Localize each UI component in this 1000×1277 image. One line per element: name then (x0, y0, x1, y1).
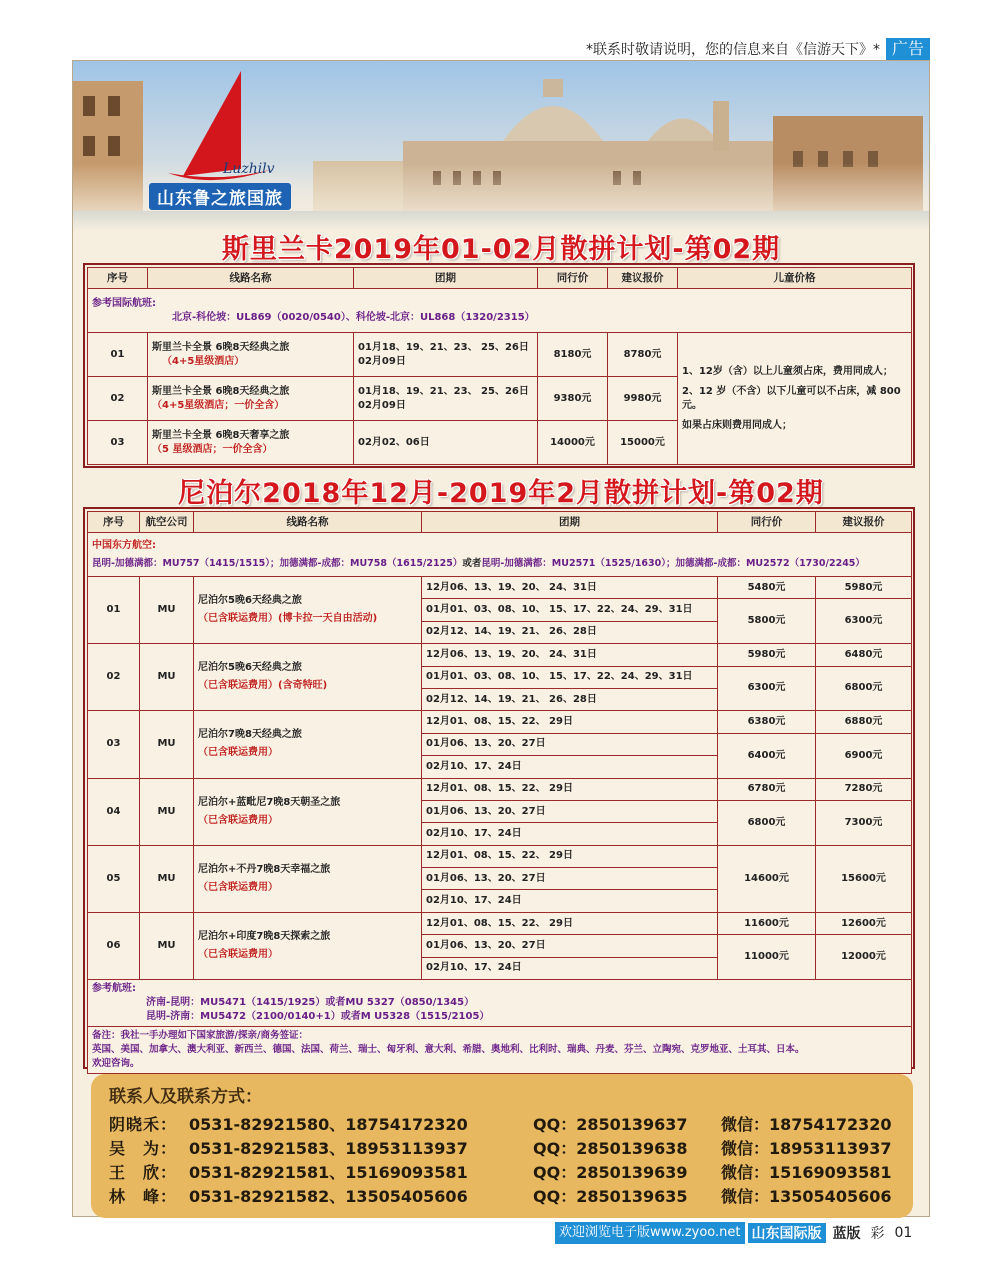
row-number: 04 (88, 778, 140, 845)
qq-label: QQ： (533, 1186, 577, 1206)
ref-flight-row (88, 980, 912, 1027)
page-number: 01 (894, 1225, 913, 1241)
source-note: *联系时敬请说明，您的信息来自《信游天下》* (585, 42, 880, 58)
dates: 12月01、08、15、22、 29日 (422, 845, 718, 867)
row-number: 03 (88, 711, 140, 778)
suggest-price: 7280元 (816, 778, 912, 800)
table-row (88, 711, 912, 733)
qq-number: 2850139639 (576, 1162, 688, 1182)
peer-price: 9380元 (538, 377, 608, 421)
contact-qq (533, 1160, 721, 1183)
logo-text: 山东鲁之旅国旅 (149, 183, 291, 210)
wechat-id: 18754172320 (769, 1114, 892, 1134)
route-note: （已含联运费用） (198, 747, 278, 759)
remark-row (88, 1027, 912, 1074)
peer-price: 11600元 (718, 912, 816, 934)
contact-phone: 0531-82921580、18754172320 (189, 1114, 468, 1134)
dates: 02月12、14、19、21、 26、28日 (422, 621, 718, 643)
dates: 01月01、03、08、10、 15、17、22、24、29、31日 (422, 666, 718, 688)
edition-label: 山东国际版 (747, 1222, 827, 1244)
contact-title: 联系人及联系方式： (109, 1087, 262, 1107)
dates: 01月06、13、20、27日 (422, 733, 718, 755)
table-row (88, 577, 912, 599)
srilanka-table (87, 267, 912, 465)
dates: 02月09日 (358, 399, 406, 411)
row-number: 01 (88, 333, 148, 377)
col-header: 同行价 (538, 268, 608, 289)
table-row (88, 912, 912, 934)
airline-code: MU (140, 912, 194, 979)
blue-edition: 蓝版 (832, 1226, 861, 1242)
peer-price: 11000元 (718, 935, 816, 980)
airline-label: 中国东方航空: (92, 539, 156, 551)
table-header-row (88, 512, 912, 533)
suggest-price: 7300元 (816, 800, 912, 845)
flight-info-row (88, 289, 912, 333)
website-link[interactable]: 欢迎浏览电子版www.zyoo.net (555, 1222, 745, 1244)
row-number: 01 (88, 577, 140, 644)
remark-text: 英国、美国、加拿大、澳大利亚、新西兰、德国、法国、荷兰、瑞士、匈牙利、意大利、希腊、奥地利、比利时、瑞典、丹麦、芬兰、立陶宛、克罗地亚、土耳其、日本。 (92, 1044, 805, 1056)
route-name: 尼泊尔+不丹7晚8天幸福之旅 (198, 863, 331, 875)
airline-code: MU (140, 577, 194, 644)
col-header: 序号 (88, 268, 148, 289)
route-name: 斯里兰卡全景 6晚8天经典之旅 (152, 341, 290, 353)
wechat-id: 13505405606 (769, 1186, 892, 1206)
col-header: 线路名称 (148, 268, 354, 289)
table-row (88, 333, 912, 377)
wechat-id: 15169093581 (769, 1162, 892, 1182)
contact-box (91, 1074, 913, 1218)
qq-label: QQ： (533, 1162, 577, 1182)
contact-row (109, 1159, 895, 1183)
route-note: （已含联运费用） (198, 814, 278, 826)
peer-price: 14600元 (718, 845, 816, 912)
table-row (88, 778, 912, 800)
banner-image (73, 61, 929, 231)
row-number: 02 (88, 377, 148, 421)
dates: 01月18、19、21、23、 25、26日 (358, 341, 529, 353)
peer-price: 6380元 (718, 711, 816, 733)
peer-price: 6780元 (718, 778, 816, 800)
airline-text (92, 557, 907, 571)
contact-row (109, 1135, 895, 1159)
dates: 02月12、14、19、21、 26、28日 (422, 688, 718, 710)
nepal-table (87, 511, 912, 1074)
col-header: 儿童价格 (678, 268, 912, 289)
route-note: （4+5星级酒店；一价全含） (152, 399, 285, 411)
col-header: 序号 (88, 512, 140, 533)
child-rule: 如果占床则费用同成人； (682, 419, 792, 431)
dates: 01月06、13、20、27日 (422, 800, 718, 822)
row-number: 05 (88, 845, 140, 912)
airline-code: MU (140, 845, 194, 912)
suggest-price: 12600元 (816, 912, 912, 934)
nepal-title: 尼泊尔2018年12月-2019年2月散拼计划-第02期 (178, 478, 824, 509)
table-row (88, 845, 912, 867)
route-name: 尼泊尔+蓝毗尼7晚8天朝圣之旅 (198, 796, 341, 808)
dates: 12月01、08、15、22、 29日 (422, 778, 718, 800)
col-header: 团期 (422, 512, 718, 533)
route-note: （已含联运费用）(博卡拉一天自由活动) (198, 613, 378, 625)
contact-name: 林 峰： (109, 1186, 178, 1206)
contact-wechat (721, 1184, 895, 1207)
dates: 01月01、03、08、10、 15、17、22、24、29、31日 (422, 599, 718, 621)
flight-text: 北京-科伦坡：UL869（0020/0540）、科伦坡-北京：UL868（1320/2315） (172, 311, 535, 323)
qq-label: QQ： (533, 1138, 577, 1158)
peer-price: 6300元 (718, 666, 816, 711)
table-header-row (88, 268, 912, 289)
nepal-groups (88, 577, 912, 980)
color-label: 彩 (870, 1226, 885, 1242)
contact-row (109, 1111, 895, 1135)
route-name: 尼泊尔5晚6天经典之旅 (198, 595, 302, 607)
airline-info-row (88, 533, 912, 577)
contact-name: 吴 为： (109, 1138, 178, 1158)
contact-phone: 0531-82921583、18953113937 (189, 1138, 468, 1158)
row-number: 03 (88, 421, 148, 465)
airline-route-a: 昆明-加德满都：MU757（1415/1515）；加德满都-成都：MU758（1615/2125） (92, 557, 463, 569)
dates: 02月10、17、24日 (422, 823, 718, 845)
contact-list (109, 1111, 895, 1207)
remark-label: 备注：我社一手办理如下国家旅游/探亲/商务签证： (92, 1030, 308, 1042)
route-name: 尼泊尔5晚6天经典之旅 (198, 662, 302, 674)
col-header: 线路名称 (194, 512, 422, 533)
contact-wechat (721, 1112, 895, 1135)
contact-phone: 0531-82921581、15169093581 (189, 1162, 468, 1182)
contact-qq (533, 1184, 721, 1207)
qq-number: 2850139637 (576, 1114, 688, 1134)
dates: 12月06、13、19、20、 24、31日 (422, 644, 718, 666)
route-name: 尼泊尔7晚8天经典之旅 (198, 729, 302, 741)
suggest-price: 6480元 (816, 644, 912, 666)
route-name: 斯里兰卡全景 6晚8天奢享之旅 (152, 429, 290, 441)
dates: 12月01、08、15、22、 29日 (422, 912, 718, 934)
wechat-label: 微信： (721, 1114, 770, 1134)
dates: 02月10、17、24日 (422, 957, 718, 979)
table-row (88, 644, 912, 666)
dates: 02月10、17、24日 (422, 756, 718, 778)
route-note: （已含联运费用）(含奇特旺) (198, 680, 328, 692)
contact-phone: 0531-82921582、13505405606 (189, 1186, 468, 1206)
dates: 12月06、13、19、20、 24、31日 (422, 577, 718, 599)
col-header: 建议报价 (816, 512, 912, 533)
peer-price: 6800元 (718, 800, 816, 845)
child-rule: 1、12岁（含）以上儿童须占床，费用同成人； (682, 365, 893, 377)
wechat-label: 微信： (721, 1186, 770, 1206)
wechat-id: 18953113937 (769, 1138, 892, 1158)
contact-qq (533, 1112, 721, 1135)
dates: 02月09日 (358, 355, 406, 367)
peer-price: 5800元 (718, 599, 816, 644)
srilanka-title: 斯里兰卡2019年01-02月散拼计划-第02期 (221, 234, 781, 265)
suggest-price: 8780元 (608, 333, 678, 377)
qq-label: QQ： (533, 1114, 577, 1134)
contact-wechat (721, 1136, 895, 1159)
contact-name: 王 欣： (109, 1162, 178, 1182)
route-note: （4+5星级酒店） (162, 355, 245, 367)
contact-name: 阴晓禾： (109, 1114, 178, 1134)
peer-price: 5980元 (718, 644, 816, 666)
suggest-price: 6300元 (816, 599, 912, 644)
suggest-price: 6880元 (816, 711, 912, 733)
col-header: 航空公司 (140, 512, 194, 533)
route-note: （已含联运费用） (198, 881, 278, 893)
wechat-label: 微信： (721, 1138, 770, 1158)
wechat-label: 微信： (721, 1162, 770, 1182)
qq-number: 2850139635 (576, 1186, 688, 1206)
suggest-price: 9980元 (608, 377, 678, 421)
remark-end: 欢迎咨询。 (92, 1058, 140, 1070)
route-name: 斯里兰卡全景 6晚8天经典之旅 (152, 385, 290, 397)
suggest-price: 12000元 (816, 935, 912, 980)
airline-route-b: 昆明-加德满都：MU2571（1525/1630）；加德满都-成都：MU2572（1730/2245） (481, 557, 865, 569)
dates: 02月02、06日 (354, 421, 538, 465)
peer-price: 6400元 (718, 733, 816, 778)
col-header: 团期 (354, 268, 538, 289)
airline-code: MU (140, 711, 194, 778)
ref-flight: 济南-昆明：MU5471（1415/1925）或者MU 5327（0850/1345） (146, 997, 475, 1009)
peer-price: 8180元 (538, 333, 608, 377)
suggest-price: 15000元 (608, 421, 678, 465)
airline-code: MU (140, 644, 194, 711)
dates: 12月01、08、15、22、 29日 (422, 711, 718, 733)
peer-price: 5480元 (718, 577, 816, 599)
flight-label: 参考国际航班: (92, 297, 156, 309)
suggest-price: 5980元 (816, 577, 912, 599)
col-header: 建议报价 (608, 268, 678, 289)
contact-wechat (721, 1160, 895, 1183)
row-number: 06 (88, 912, 140, 979)
top-bar (70, 38, 930, 60)
route-note: （5 星级酒店；一价全含） (152, 443, 273, 455)
row-number: 02 (88, 644, 140, 711)
airline-code: MU (140, 778, 194, 845)
ref-label: 参考航班: (92, 983, 136, 995)
logo-script-text: Luzhilv (223, 161, 275, 177)
dates: 02月10、17、24日 (422, 890, 718, 912)
child-rule: 2、12 岁（不含）以下儿童可以不占床，减 800元。 (682, 385, 901, 411)
ad-frame (72, 60, 930, 1217)
dates: 01月18、19、21、23、 25、26日 (358, 385, 529, 397)
footer-bar (555, 1222, 912, 1244)
peer-price: 14000元 (538, 421, 608, 465)
ad-tag: 广告 (886, 38, 930, 60)
col-header: 同行价 (718, 512, 816, 533)
contact-qq (533, 1136, 721, 1159)
dates: 01月06、13、20、27日 (422, 935, 718, 957)
qq-number: 2850139638 (576, 1138, 688, 1158)
suggest-price: 15600元 (816, 845, 912, 912)
child-price-cell (678, 333, 912, 465)
dates: 01月06、13、20、27日 (422, 868, 718, 890)
route-note: （已含联运费用） (198, 948, 278, 960)
airline-or: 或者 (462, 557, 482, 569)
ref-flight: 昆明-济南：MU5472（2100/0140+1）或者M U5328（1515/2105） (146, 1011, 490, 1023)
contact-row (109, 1183, 895, 1207)
suggest-price: 6900元 (816, 733, 912, 778)
route-name: 尼泊尔+印度7晚8天探索之旅 (198, 930, 331, 942)
suggest-price: 6800元 (816, 666, 912, 711)
